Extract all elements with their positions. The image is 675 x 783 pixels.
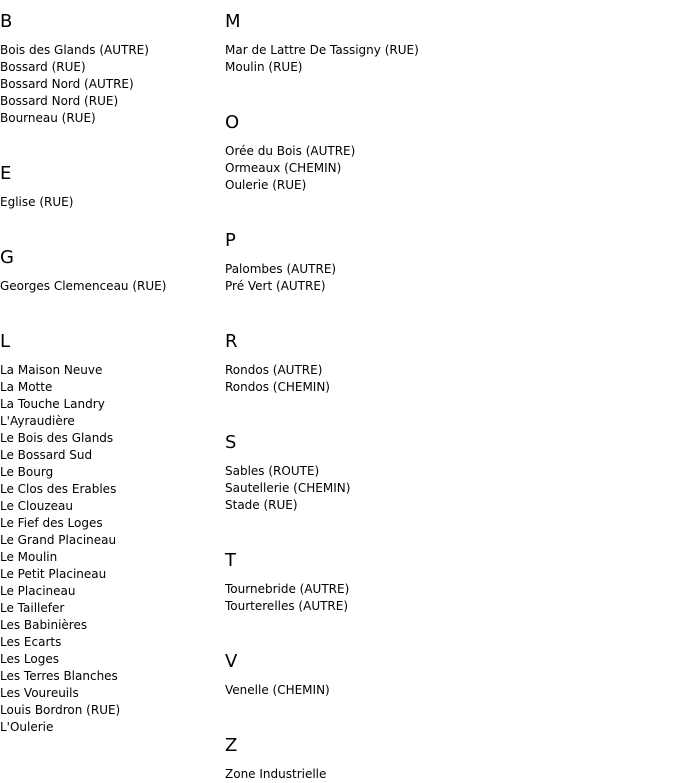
street-name: Bois des Glands (AUTRE) <box>0 43 149 57</box>
street-list <box>225 463 665 514</box>
street-name: Sautellerie (CHEMIN) <box>225 481 351 495</box>
street-name: Le Grand Placineau <box>0 533 117 547</box>
street-name: Les Babinières <box>0 618 88 632</box>
street-index-right-column <box>225 0 665 783</box>
letter-section <box>225 652 665 724</box>
street-name: Orée du Bois (AUTRE) <box>225 144 356 158</box>
street-name: Oulerie (RUE) <box>225 178 307 192</box>
letter-section <box>225 433 665 539</box>
street-name: Moulin (RUE) <box>225 60 303 74</box>
street-name: Tournebride (AUTRE) <box>225 582 350 596</box>
street-name: Le Fief des Loges <box>0 516 103 530</box>
street-list <box>0 194 222 211</box>
letter-section <box>225 113 665 219</box>
letter-section <box>225 551 665 640</box>
street-name: L'Oulerie <box>0 720 54 734</box>
section-letter-heading: O <box>225 112 240 133</box>
street-name: Stade (RUE) <box>225 498 298 512</box>
street-name: Le Placineau <box>0 584 76 598</box>
street-name: Louis Bordron (RUE) <box>0 703 121 717</box>
street-list <box>225 682 665 699</box>
letter-section <box>225 332 665 421</box>
street-name: Le Bossard Sud <box>0 448 93 462</box>
section-letter-heading: G <box>0 247 14 268</box>
section-letter-heading: T <box>225 550 236 571</box>
street-name: L'Ayraudière <box>0 414 75 428</box>
street-list <box>225 42 665 76</box>
section-letter-heading: Z <box>225 735 238 756</box>
street-name: Bossard Nord (AUTRE) <box>0 77 134 91</box>
street-name: Les Loges <box>0 652 59 666</box>
street-name: Ormeaux (CHEMIN) <box>225 161 342 175</box>
street-name: Les Voureuils <box>0 686 79 700</box>
street-name: La Touche Landry <box>0 397 105 411</box>
street-name: Le Clouzeau <box>0 499 73 513</box>
street-name: Palombes (AUTRE) <box>225 262 337 276</box>
letter-section <box>225 736 665 783</box>
street-list <box>225 766 665 783</box>
street-name: Bossard Nord (RUE) <box>0 94 119 108</box>
letter-section <box>0 332 222 736</box>
letter-section <box>0 248 222 320</box>
street-name: Venelle (CHEMIN) <box>225 683 330 697</box>
street-name: Rondos (CHEMIN) <box>225 380 330 394</box>
street-name: Le Clos des Erables <box>0 482 117 496</box>
letter-section <box>225 12 665 101</box>
street-list <box>225 581 665 615</box>
street-name: La Motte <box>0 380 53 394</box>
street-name: Sables (ROUTE) <box>225 464 320 478</box>
street-name: Le Petit Placineau <box>0 567 107 581</box>
street-list <box>225 261 665 295</box>
street-name: Tourterelles (AUTRE) <box>225 599 349 613</box>
street-name: Bourneau (RUE) <box>0 111 96 125</box>
street-list <box>0 42 222 127</box>
street-index-left-column <box>0 0 222 736</box>
street-name: La Maison Neuve <box>0 363 103 377</box>
street-name: Zone Industrielle <box>225 767 327 781</box>
street-name: Rondos (AUTRE) <box>225 363 323 377</box>
section-letter-heading: L <box>0 331 11 352</box>
section-letter-heading: M <box>225 11 241 32</box>
street-name: Le Moulin <box>0 550 58 564</box>
street-name: Les Ecarts <box>0 635 62 649</box>
street-name: Eglise (RUE) <box>0 195 74 209</box>
street-list <box>0 362 222 736</box>
section-letter-heading: R <box>225 331 238 352</box>
street-name: Le Bois des Glands <box>0 431 114 445</box>
street-name: Les Terres Blanches <box>0 669 118 683</box>
street-list <box>225 362 665 396</box>
section-letter-heading: P <box>225 230 236 251</box>
section-letter-heading: B <box>0 11 13 32</box>
section-letter-heading: V <box>225 651 238 672</box>
section-letter-heading: E <box>0 163 12 184</box>
street-name: Pré Vert (AUTRE) <box>225 279 326 293</box>
street-name: Le Taillefer <box>0 601 65 615</box>
letter-section <box>225 231 665 320</box>
street-list <box>225 143 665 194</box>
street-name: Mar de Lattre De Tassigny (RUE) <box>225 43 419 57</box>
street-name: Le Bourg <box>0 465 54 479</box>
letter-section <box>0 12 222 152</box>
street-name: Bossard (RUE) <box>0 60 86 74</box>
section-letter-heading: S <box>225 432 237 453</box>
letter-section <box>0 164 222 236</box>
street-name: Georges Clemenceau (RUE) <box>0 279 167 293</box>
street-list <box>0 278 222 295</box>
